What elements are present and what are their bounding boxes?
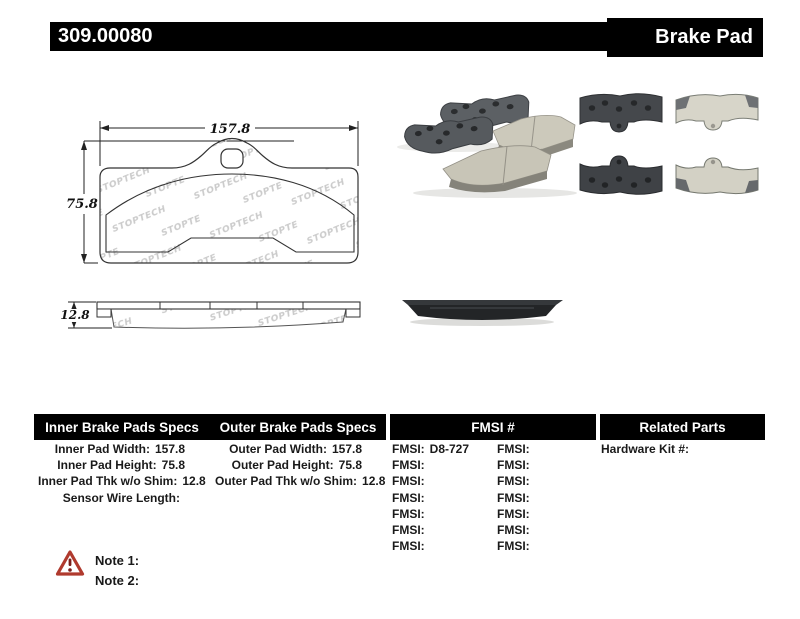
product-photo-pad-side: [400, 288, 565, 328]
side-plate-lip: [402, 300, 563, 305]
fmsi-row: FMSI:: [497, 522, 530, 537]
side-end-tab-right: [346, 309, 360, 317]
fmsi-row: FMSI:: [392, 539, 425, 554]
outer-specs-title: Outer Brake Pads Specs: [219, 419, 377, 435]
part-number: 309.00080: [58, 25, 153, 47]
spec-row: Outer Pad Height: 75.8: [231, 458, 362, 473]
fmsi-row: FMSI:: [392, 474, 425, 489]
note-row: Note 1:: [95, 553, 140, 568]
related-parts-column: [601, 441, 694, 457]
fmsi-row: FMSI:: [497, 474, 530, 489]
related-row: Hardware Kit #:: [601, 442, 690, 456]
specs-table-header: [34, 414, 386, 440]
fmsi-row: FMSI:: [497, 490, 530, 505]
fmsi-right-column: [497, 441, 535, 554]
fmsi-row: FMSI:: [392, 490, 425, 505]
backing-plate-photo: [580, 94, 662, 132]
friction-pad-photo: [676, 94, 758, 130]
height-dimension-label: 75.8: [66, 197, 98, 212]
spec-row: Inner Pad Thk w/o Shim: 12.8: [38, 474, 206, 489]
side-friction-body: [408, 305, 556, 320]
fmsi-row: FMSI:: [497, 539, 530, 554]
spec-row: Outer Pad Thk w/o Shim: 12.8: [215, 474, 386, 489]
outer-specs-column: [215, 441, 386, 490]
related-parts-title: Related Parts: [639, 419, 726, 435]
side-friction-wedge: [111, 309, 346, 328]
side-end-tab-left: [97, 309, 111, 317]
spec-row: Sensor Wire Length:: [62, 490, 180, 505]
spec-row: Inner Pad Height: 75.8: [57, 458, 185, 473]
friction-pad-photo: [676, 158, 758, 194]
fmsi-row: FMSI:: [392, 506, 425, 521]
inner-specs-title: Inner Brake Pads Specs: [45, 419, 199, 435]
fmsi-row: FMSI: D8-727: [392, 442, 470, 456]
side-view-technical-drawing: [60, 290, 380, 340]
backing-plate-photo: [580, 156, 662, 194]
related-parts-table-header: [600, 414, 765, 440]
notes-block: [95, 551, 144, 591]
width-dimension-label: 157.8: [209, 122, 251, 137]
fmsi-row: FMSI:: [497, 506, 530, 521]
product-photo-pads-top: [578, 88, 760, 200]
fmsi-table-header: [390, 414, 596, 440]
warning-triangle-icon: [55, 549, 85, 577]
inner-specs-column: [38, 441, 206, 506]
spec-row: Inner Pad Width: 157.8: [54, 442, 185, 456]
friction-pad-photo: [443, 146, 551, 193]
spec-row: Outer Pad Width: 157.8: [229, 442, 362, 456]
front-view-technical-drawing: [60, 105, 380, 290]
product-type-box: [607, 18, 763, 57]
product-type-label: Brake Pad: [655, 26, 753, 48]
fmsi-row: FMSI:: [392, 458, 425, 473]
product-photo-pads-angled: [395, 85, 590, 203]
fmsi-title: FMSI #: [471, 419, 515, 435]
side-backing-plate: [97, 302, 360, 309]
fmsi-row: FMSI:: [497, 442, 530, 456]
note-row: Note 2:: [95, 573, 140, 588]
fmsi-row: FMSI:: [392, 522, 425, 537]
pad-tab-hole: [221, 149, 243, 168]
fmsi-row: FMSI:: [497, 458, 530, 473]
thickness-dimension-label: 12.8: [60, 308, 90, 322]
fmsi-left-column: [392, 441, 469, 554]
